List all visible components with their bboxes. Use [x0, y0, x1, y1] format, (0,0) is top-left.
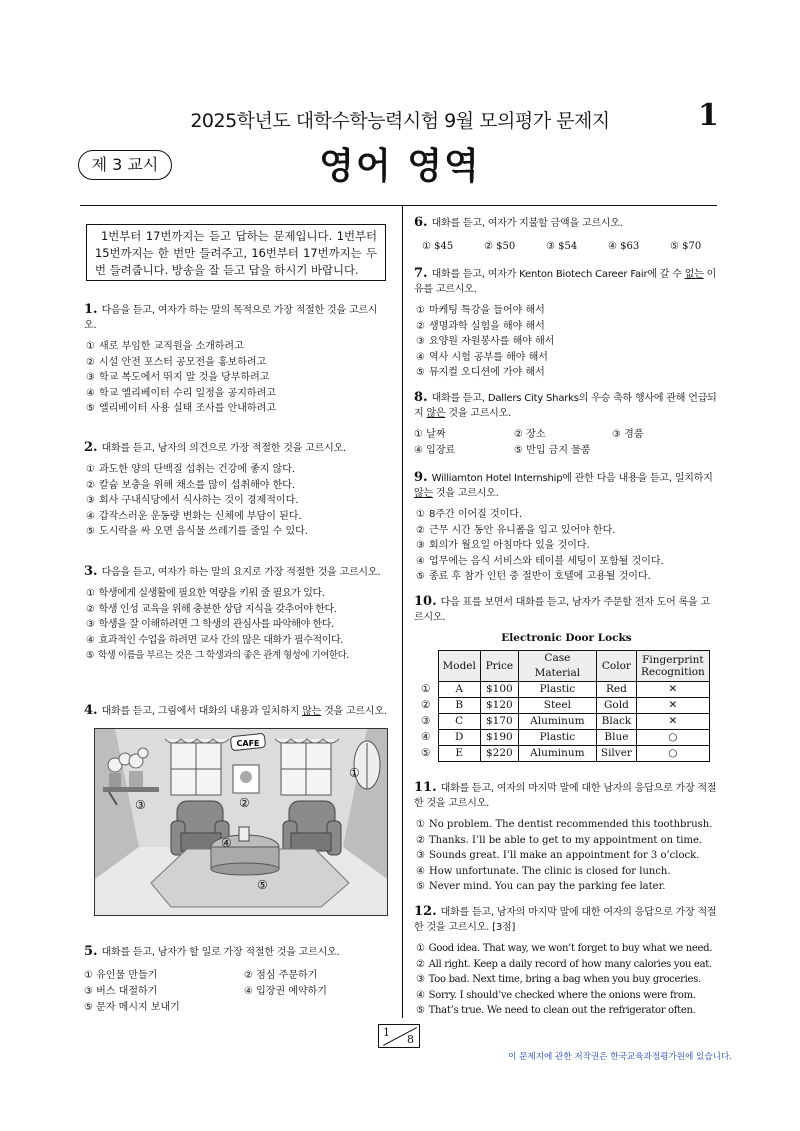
- option-item[interactable]: ④ How unfortunate. The clinic is closed for lunch.: [416, 865, 671, 877]
- question-9: [414, 470, 719, 585]
- option-item[interactable]: ② 근무 시간 동안 유니폼을 입고 있어야 한다.: [416, 524, 616, 536]
- option-item[interactable]: ② Thanks. I’ll be able to get to my appointment on time.: [416, 834, 703, 846]
- option-item[interactable]: ③ $54: [546, 241, 578, 252]
- right-armchair: [283, 801, 341, 855]
- question-8: [414, 390, 719, 459]
- option-list: [84, 968, 389, 1016]
- option-item[interactable]: ③ 요양원 자원봉사를 해야 해서: [416, 336, 555, 347]
- option-item[interactable]: ⑤ 뮤지컬 오디션에 가야 해서: [416, 367, 545, 378]
- question-10: [414, 594, 719, 762]
- question-stem: 4. 대화를 듣고, 그림에서 대화의 내용과 일치하지 않는 것을 고르시오.: [84, 703, 387, 718]
- label-4: ④: [221, 836, 232, 850]
- page-number: 1: [698, 98, 719, 133]
- left-window: [171, 743, 221, 795]
- option-item[interactable]: ③ 학교 복도에서 뛰지 말 것을 당부하려고: [86, 372, 270, 383]
- question-stem: 3. 다음을 듣고, 여자가 하는 말의 요지로 가장 적절한 것을 고르시오.: [84, 564, 381, 579]
- question-7: [414, 266, 719, 381]
- option-item[interactable]: ② $50: [484, 241, 516, 252]
- question-number: 8.: [414, 390, 428, 405]
- label-1: ①: [349, 766, 360, 780]
- option-item[interactable]: ③ Too bad. Next time, bring a bag when you buy groceries.: [416, 974, 701, 985]
- option-list: [84, 462, 389, 540]
- option-item[interactable]: ⑤ 반입 금지 물품: [514, 445, 591, 456]
- option-item[interactable]: ④ 효과적인 수업을 하려면 교사 간의 많은 대화가 필수적이다.: [86, 634, 344, 646]
- option-item[interactable]: ① 날짜: [414, 429, 446, 440]
- question-number: 3.: [84, 564, 98, 579]
- question-number: 10.: [414, 594, 437, 609]
- option-item[interactable]: ⑤ 문자 메시지 보내기: [84, 1002, 180, 1013]
- option-list: [414, 507, 719, 585]
- session-badge: 제 3 교시: [78, 150, 172, 180]
- question-stem: 8. 대화를 듣고, Dallers City Sharks의 우승 축하 행사에 관해 언급되지 않은 것을 고르시오.: [414, 390, 717, 419]
- table-row[interactable]: ③ C $170 Aluminum Black ✕: [414, 714, 709, 730]
- question-number: 4.: [84, 703, 98, 718]
- question-4: [84, 703, 394, 719]
- question-stem: 1. 다음을 듣고, 여자가 하는 말의 목적으로 가장 적절한 것을 고르시오.: [84, 302, 378, 331]
- column-header: Case Material: [518, 651, 596, 682]
- option-item[interactable]: ④ $63: [608, 241, 640, 252]
- option-list: [414, 239, 719, 255]
- option-list: [84, 586, 389, 664]
- question-12: [414, 904, 719, 1019]
- label-3: ③: [135, 798, 146, 812]
- option-item[interactable]: ⑤ Never mind. You can pay the parking fee later.: [416, 881, 666, 892]
- option-item[interactable]: ① 과도한 양의 단백질 섭취는 건강에 좋지 않다.: [86, 464, 296, 475]
- option-item[interactable]: ④ 업무에는 음식 서비스와 테이블 세팅이 포함될 것이다.: [416, 555, 664, 567]
- option-item[interactable]: ③ 회의가 월요일 아침마다 있을 것이다.: [416, 540, 590, 551]
- question-number: 12.: [414, 904, 437, 919]
- question-stem: 11. 대화를 듣고, 여자의 마지막 말에 대한 남자의 응답으로 가장 적절한 것을 고르시오.: [414, 780, 717, 809]
- question-stem: 10. 다음 표를 보면서 대화를 듣고, 남자가 주문할 전자 도어 록을 고르시오.: [414, 594, 710, 623]
- column-divider: [402, 205, 403, 1018]
- option-item[interactable]: ② 장소: [514, 429, 546, 440]
- option-item[interactable]: ② All right. Keep a daily record of how many calories you eat.: [416, 958, 712, 970]
- option-item[interactable]: ⑤ 도시락을 싸 오면 음식물 쓰레기를 줄일 수 있다.: [86, 526, 308, 537]
- option-item[interactable]: ① $45: [422, 241, 454, 252]
- option-item[interactable]: ① No problem. The dentist recommended this toothbrush.: [416, 819, 713, 830]
- door-lock-table: [414, 650, 710, 762]
- option-item[interactable]: ⑤ That’s true. We need to clean out the refrigerator often.: [416, 1005, 696, 1016]
- option-item[interactable]: ③ Sounds great. I’ll make an appointment for 3 o’clock.: [416, 850, 700, 861]
- table-row[interactable]: ⑤ E $220 Aluminum Silver ○: [414, 746, 709, 762]
- question-number: 9.: [414, 470, 428, 485]
- option-item[interactable]: ① Good idea. That way, we won’t forget to buy what we need.: [416, 943, 713, 954]
- option-item[interactable]: ④ 갑작스러운 운동량 변화는 신체에 부담이 된다.: [86, 510, 302, 522]
- question-3: [84, 564, 389, 664]
- option-item[interactable]: ③ 버스 대절하기: [84, 986, 158, 997]
- question-5: [84, 944, 389, 1016]
- question-number: 7.: [414, 266, 428, 281]
- option-list: [414, 817, 719, 895]
- question-1: [84, 302, 389, 417]
- option-item[interactable]: ④ 역사 시험 공부를 해야 해서: [416, 351, 548, 363]
- option-item[interactable]: ③ 회사 구내식당에서 식사하는 것이 경제적이다.: [86, 495, 299, 506]
- option-list: [414, 427, 719, 459]
- option-list: [84, 339, 389, 417]
- option-item[interactable]: ① 학생에게 실생활에 필요한 역량을 키워 줄 필요가 있다.: [86, 588, 325, 599]
- option-item[interactable]: ⑤ 종료 후 참가 인턴 중 절반이 호텔에 고용될 것이다.: [416, 571, 651, 582]
- option-list: [414, 303, 719, 381]
- column-header: Price: [480, 651, 518, 682]
- option-list: [414, 941, 719, 1019]
- option-item[interactable]: ④ Sorry. I should’ve checked where the onions were from.: [416, 989, 696, 1001]
- cafe-illustration: [94, 728, 388, 916]
- question-stem: 6. 대화를 듣고, 여자가 지불할 금액을 고르시오.: [414, 215, 623, 230]
- option-item[interactable]: ⑤ $70: [670, 241, 702, 252]
- column-header: Fingerprint Recognition: [636, 651, 709, 682]
- question-stem: 5. 대화를 듣고, 남자가 할 일로 가장 적절한 것을 고르시오.: [84, 944, 340, 959]
- listening-notice: 1번부터 17번까지는 듣고 답하는 문제입니다. 1번부터 15번까지는 한 번만 들려주고, 16번부터 17번까지는 두 번 들려줍니다. 방송을 잘 듣고 답을 하시기 바랍니다.: [86, 224, 386, 281]
- option-item[interactable]: ② 칼슘 보충을 위해 채소를 많이 섭취해야 한다.: [86, 479, 296, 491]
- column-header: Model: [438, 651, 480, 682]
- option-item[interactable]: ① 유인물 만들기: [84, 970, 158, 981]
- label-2: ②: [239, 796, 250, 810]
- option-item[interactable]: ① 새로 부임한 교직원을 소개하려고: [86, 341, 244, 352]
- table-title: Electronic Door Locks: [501, 632, 632, 644]
- question-number: 5.: [84, 944, 98, 959]
- option-item[interactable]: ② 생명과학 실험을 해야 해서: [416, 320, 545, 332]
- question-number: 2.: [84, 440, 98, 455]
- cafe-sign: CAFE: [236, 739, 260, 748]
- option-item[interactable]: ⑤ 학생 이름을 부르는 것은 그 학생과의 좋은 관계 형성에 기여한다.: [86, 650, 349, 661]
- question-2: [84, 440, 389, 540]
- option-item[interactable]: ① 마케팅 특강을 들어야 해서: [416, 305, 545, 316]
- question-number: 6.: [414, 215, 428, 230]
- exam-title: 2025학년도 대학수학능력시험 9월 모의평가 문제지: [190, 110, 610, 132]
- table-row[interactable]: ② B $120 Steel Gold ✕: [414, 698, 709, 714]
- option-item[interactable]: ① 8주간 이어질 것이다.: [416, 509, 523, 520]
- option-item[interactable]: ④ 학교 엘리베이터 수리 일정을 공지하려고: [86, 387, 276, 399]
- option-item[interactable]: ④ 입장료: [414, 445, 456, 456]
- question-number: 1.: [84, 302, 98, 317]
- subject-title: 영어 영역: [319, 146, 481, 187]
- column-header: Color: [596, 651, 636, 682]
- current-page: 1: [383, 1026, 390, 1039]
- label-5: ⑤: [257, 878, 268, 892]
- total-pages: 8: [407, 1033, 414, 1046]
- cafe-scene-svg: [95, 729, 387, 915]
- option-item[interactable]: ② 학생 인성 교육을 위해 충분한 상담 지식을 갖추어야 한다.: [86, 603, 337, 615]
- option-item[interactable]: ② 점심 주문하기: [244, 970, 318, 981]
- question-11: [414, 780, 719, 895]
- table-header-row: [414, 651, 709, 682]
- page-indicator: [378, 1024, 420, 1048]
- option-item[interactable]: ⑤ 엘리베이터 사용 실태 조사를 안내하려고: [86, 403, 276, 414]
- header-rule: [80, 205, 717, 206]
- question-number: 11.: [414, 780, 437, 795]
- option-item[interactable]: ② 시설 안전 포스터 공모전을 홍보하려고: [86, 356, 267, 368]
- question-6: [414, 215, 719, 255]
- option-item[interactable]: ④ 입장권 예약하기: [244, 986, 327, 997]
- option-item[interactable]: ③ 학생을 잘 이해하려면 그 학생의 관심사를 파악해야 한다.: [86, 619, 334, 630]
- question-stem: 7. 대화를 듣고, 여자가 Kenton Biotech Career Fair에 갈 수 없는 이유를 고르시오.: [414, 266, 717, 295]
- copyright-notice: 이 문제지에 관한 저작권은 한국교육과정평가원에 있습니다.: [508, 1052, 732, 1062]
- right-window: [281, 743, 331, 795]
- table-row[interactable]: ④ D $190 Plastic Blue ○: [414, 730, 709, 746]
- table-row[interactable]: ① A $100 Plastic Red ✕: [414, 682, 709, 698]
- question-stem: 9. Williamton Hotel Internship에 관한 다음 내용을 듣고, 일치하지 않는 것을 고르시오.: [414, 470, 713, 499]
- option-item[interactable]: ③ 경품: [612, 429, 644, 440]
- question-stem: 12. 대화를 듣고, 남자의 마지막 말에 대한 여자의 응답으로 가장 적절한 것을 고르시오. [3점]: [414, 904, 717, 933]
- question-stem: 2. 대화를 듣고, 남자의 의견으로 가장 적절한 것을 고르시오.: [84, 440, 346, 455]
